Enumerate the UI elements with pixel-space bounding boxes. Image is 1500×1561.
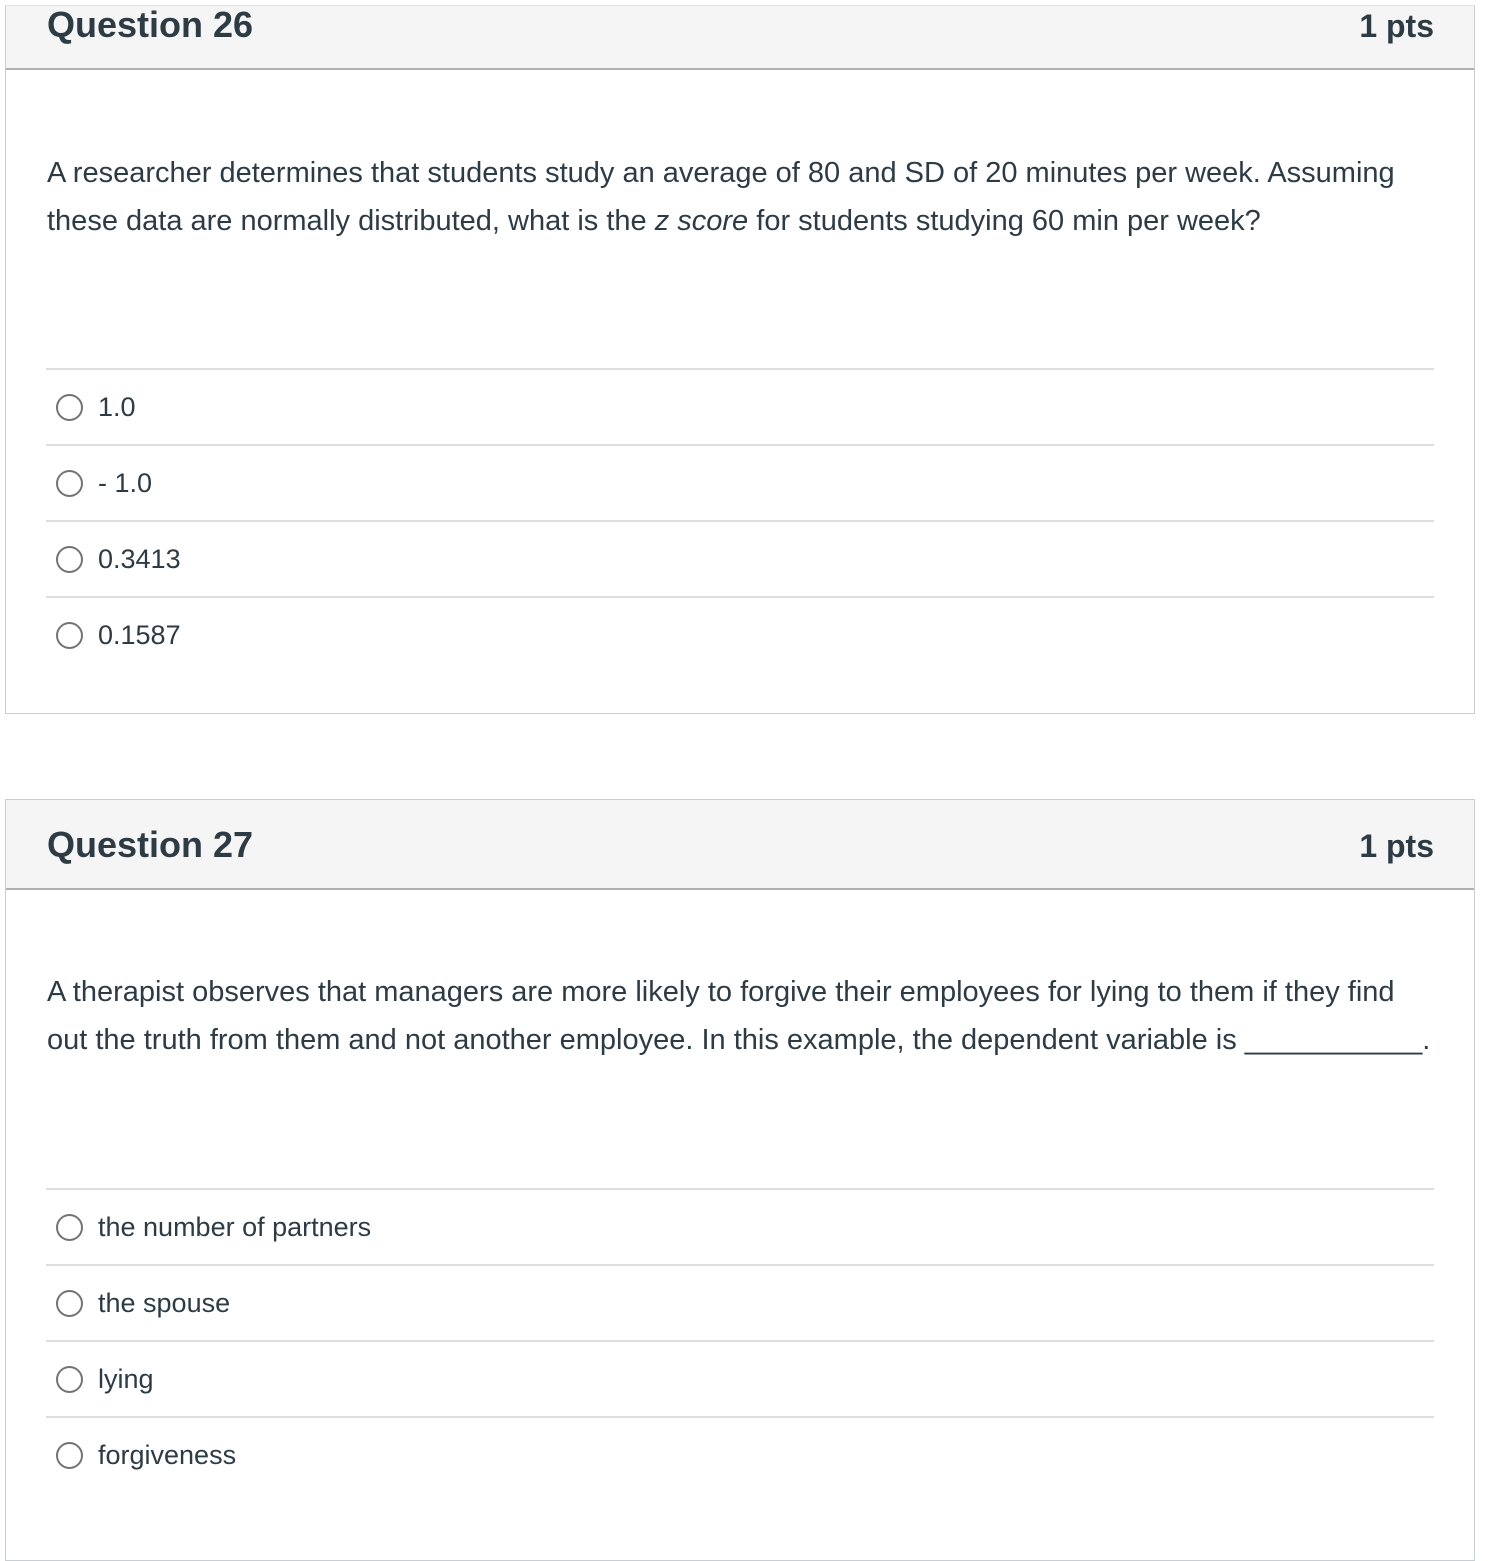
answer-label: - 1.0	[98, 467, 153, 498]
radio-button[interactable]	[56, 470, 83, 497]
answer-label: 0.1587	[98, 619, 181, 650]
radio-button[interactable]	[56, 394, 83, 421]
question-27-card	[5, 799, 1475, 1561]
question-header	[6, 6, 1474, 70]
radio-button[interactable]	[56, 1366, 83, 1393]
answer-option[interactable]	[46, 1188, 1434, 1264]
question-text	[47, 149, 1434, 245]
question-title: Question 27	[47, 824, 254, 865]
answer-option[interactable]	[46, 520, 1434, 596]
radio-button[interactable]	[56, 1214, 83, 1241]
question-text	[47, 968, 1434, 1064]
answer-label: 1.0	[98, 391, 136, 422]
answer-option[interactable]	[46, 1264, 1434, 1340]
question-text-part: A researcher determines that students study an average of 80 and SD of 20 minutes per week. Assuming these data are normally distributed, what is the	[47, 157, 1395, 237]
answer-option[interactable]	[46, 596, 1434, 672]
radio-button[interactable]	[56, 546, 83, 573]
question-title: Question 26	[47, 4, 254, 45]
question-text-part: for students studying 60 min per week?	[748, 205, 1261, 237]
question-text-part: A therapist observes that managers are more likely to forgive their employees for lying to them if they find out the truth from them and not another employee. In this example, the dependent variable is ___________.	[47, 976, 1431, 1056]
question-text-italic: z score	[654, 205, 749, 237]
answer-option[interactable]	[46, 368, 1434, 444]
answer-label: forgiveness	[98, 1439, 237, 1470]
answer-option[interactable]	[46, 1416, 1434, 1492]
question-points: 1 pts	[1359, 828, 1434, 864]
answer-label: lying	[98, 1363, 154, 1394]
radio-button[interactable]	[56, 622, 83, 649]
answer-option[interactable]	[46, 1340, 1434, 1416]
radio-button[interactable]	[56, 1290, 83, 1317]
answer-label: 0.3413	[98, 543, 181, 574]
answer-options	[46, 368, 1434, 672]
question-26-card	[5, 5, 1475, 714]
answer-label: the spouse	[98, 1287, 231, 1318]
question-header	[6, 800, 1474, 890]
radio-button[interactable]	[56, 1442, 83, 1469]
answer-option[interactable]	[46, 444, 1434, 520]
answer-options	[46, 1188, 1434, 1492]
answer-label: the number of partners	[98, 1211, 372, 1242]
question-points: 1 pts	[1359, 8, 1434, 44]
